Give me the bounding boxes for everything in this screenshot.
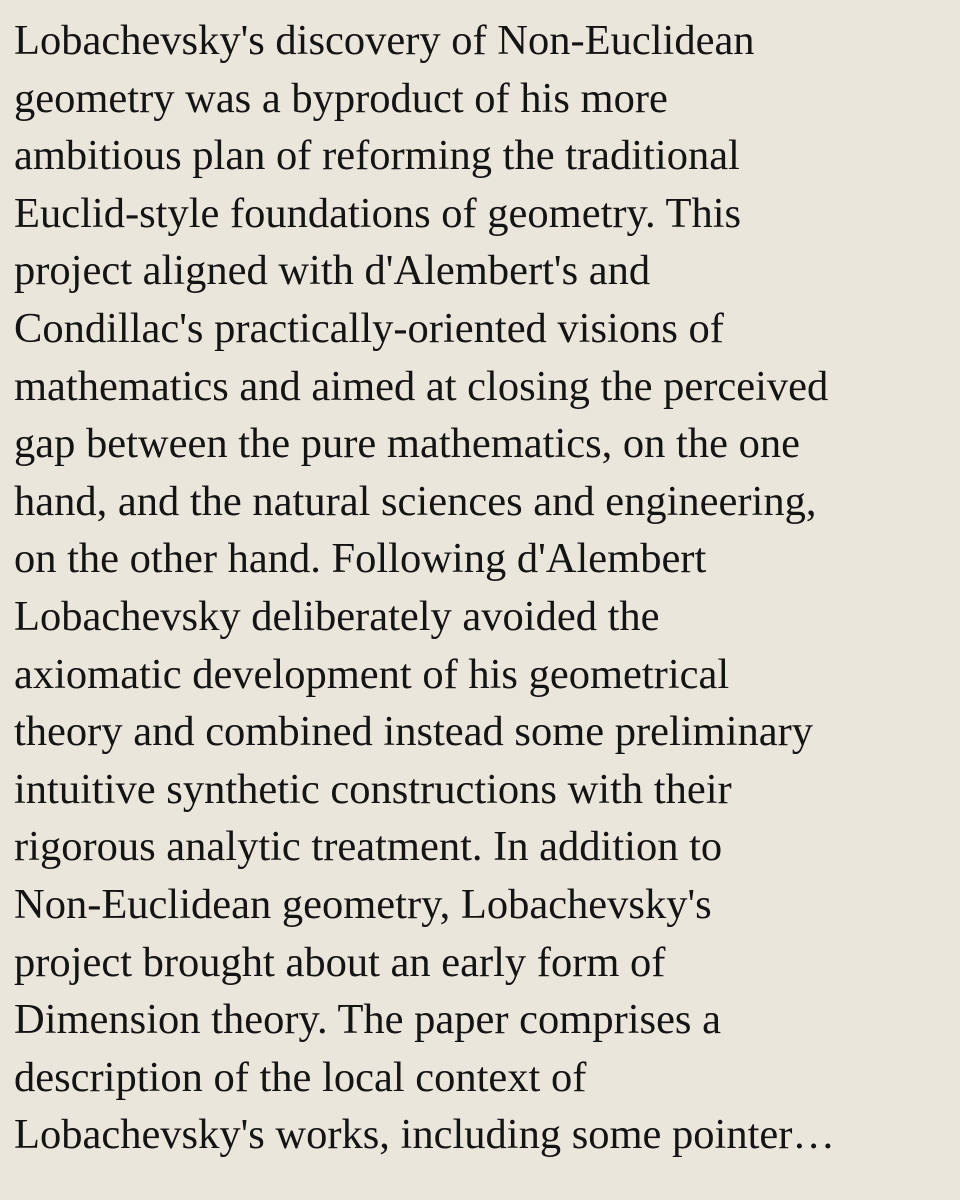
text-line: hand, and the natural sciences and engineering, <box>14 477 817 525</box>
text-line: axiomatic development of his geometrical <box>14 650 730 698</box>
text-line: rigorous analytic treatment. In addition to <box>14 823 723 871</box>
text-line: description of the local context of <box>14 1053 587 1101</box>
text-line: theory and combined instead some preliminary <box>14 708 814 756</box>
text-line: project brought about an early form of <box>14 938 666 986</box>
text-line: Lobachevsky's discovery of Non-Euclidean <box>14 17 755 64</box>
text-line: gap between the pure mathematics, on the one <box>14 420 800 468</box>
text-line: Lobachevsky's works, including some pointer… <box>14 1111 835 1159</box>
text-line: Dimension theory. The paper comprises a <box>14 996 721 1044</box>
text-line: Condillac's practically-oriented visions of <box>14 304 724 352</box>
text-line: intuitive synthetic constructions with their <box>14 765 732 813</box>
text-line: Non-Euclidean geometry, Lobachevsky's <box>14 880 712 928</box>
text-line: ambitious plan of reforming the traditional <box>14 132 740 180</box>
abstract-text <box>14 12 946 1164</box>
text-line: on the other hand. Following d'Alembert <box>14 535 707 583</box>
text-line: Euclid-style foundations of geometry. This <box>14 189 742 237</box>
text-line: Lobachevsky deliberately avoided the <box>14 592 660 640</box>
text-line: mathematics and aimed at closing the perceived <box>14 362 829 410</box>
text-line: geometry was a byproduct of his more <box>14 74 668 122</box>
text-line: project aligned with d'Alembert's and <box>14 247 651 295</box>
